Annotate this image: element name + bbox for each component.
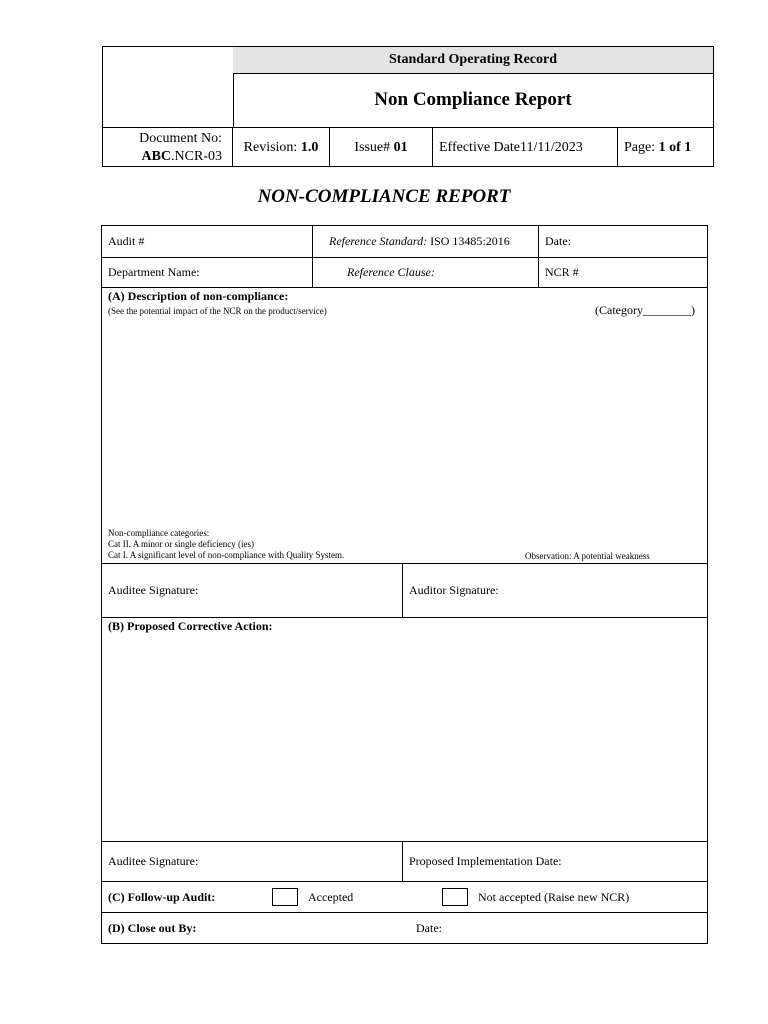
- categories-title: Non-compliance categories:: [108, 528, 210, 538]
- section-b-corrective-action[interactable]: [101, 617, 708, 842]
- category-notes: [108, 528, 344, 561]
- auditee-signature-field[interactable]: Auditee Signature:: [108, 583, 199, 597]
- section-b-title: (B) Proposed Corrective Action:: [108, 619, 273, 633]
- document-meta-row: [103, 127, 713, 167]
- close-out-date-field[interactable]: Date:: [416, 920, 442, 935]
- not-accepted-label: Not accepted (Raise new NCR): [478, 889, 630, 904]
- page-number: [618, 128, 713, 167]
- observation-note: Observation: A potential weakness: [525, 551, 650, 561]
- close-out-by-field[interactable]: (D) Close out By:: [108, 920, 197, 935]
- section-c-follow-up: [101, 881, 708, 913]
- accepted-option[interactable]: [272, 882, 432, 912]
- main-title: NON-COMPLIANCE REPORT: [257, 186, 511, 207]
- document-number-prefix: ABC: [141, 148, 172, 164]
- page-label: Page:: [624, 139, 656, 155]
- category-2-note: Cat II. A minor or single deficiency (ies): [108, 539, 254, 549]
- accepted-checkbox[interactable]: [272, 888, 298, 906]
- reference-standard-label: Reference Standard:: [329, 234, 428, 248]
- section-a-subtitle: (See the potential impact of the NCR on the product/service): [108, 306, 327, 316]
- section-a-description[interactable]: [101, 287, 708, 564]
- page-value: 1 of 1: [658, 139, 692, 155]
- section-a-title: (A) Description of non-compliance:: [108, 289, 289, 303]
- auditor-signature-field[interactable]: Auditor Signature:: [409, 583, 499, 597]
- department-name-field[interactable]: Department Name:: [108, 265, 200, 279]
- document-number-value: .NCR-03: [171, 148, 222, 164]
- revision-label: Revision:: [243, 139, 298, 155]
- logo-placeholder: [103, 47, 234, 127]
- audit-info-row: [101, 225, 708, 258]
- category-1-note: Cat I. A significant level of non-compliance with Quality System.: [108, 550, 345, 560]
- section-c-title: (C) Follow-up Audit:: [108, 889, 216, 904]
- proposed-implementation-date-field[interactable]: Proposed Implementation Date:: [409, 854, 562, 868]
- accepted-label: Accepted: [308, 889, 354, 904]
- document-header: [102, 46, 714, 167]
- record-title: Standard Operating Record: [233, 47, 713, 74]
- revision: [233, 128, 330, 167]
- document-number-label: Document No:: [139, 130, 222, 146]
- date-field[interactable]: Date:: [545, 234, 571, 248]
- issue: [330, 128, 433, 167]
- section-d-close-out: [101, 912, 708, 944]
- not-accepted-option[interactable]: [442, 882, 704, 912]
- revision-value: 1.0: [300, 139, 319, 155]
- not-accepted-checkbox[interactable]: [442, 888, 468, 906]
- document-number: [103, 128, 233, 167]
- reference-standard-value: ISO 13485:2016: [430, 234, 510, 248]
- effective-date: Effective Date11/11/2023: [433, 128, 618, 167]
- issue-label: Issue#: [354, 139, 391, 155]
- report-title: Non Compliance Report: [374, 89, 572, 110]
- issue-value: 01: [393, 139, 408, 155]
- signature-row-2: [101, 841, 708, 882]
- reference-standard-field[interactable]: [313, 226, 538, 257]
- category-blank: (Category________): [595, 303, 695, 317]
- auditee-signature-field-2[interactable]: Auditee Signature:: [108, 854, 199, 868]
- department-row: [101, 257, 708, 288]
- reference-clause-field[interactable]: Reference Clause:: [347, 265, 435, 279]
- ncr-number-field[interactable]: NCR #: [545, 265, 579, 279]
- signature-row-1: [101, 563, 708, 618]
- audit-number-field[interactable]: Audit #: [108, 234, 145, 248]
